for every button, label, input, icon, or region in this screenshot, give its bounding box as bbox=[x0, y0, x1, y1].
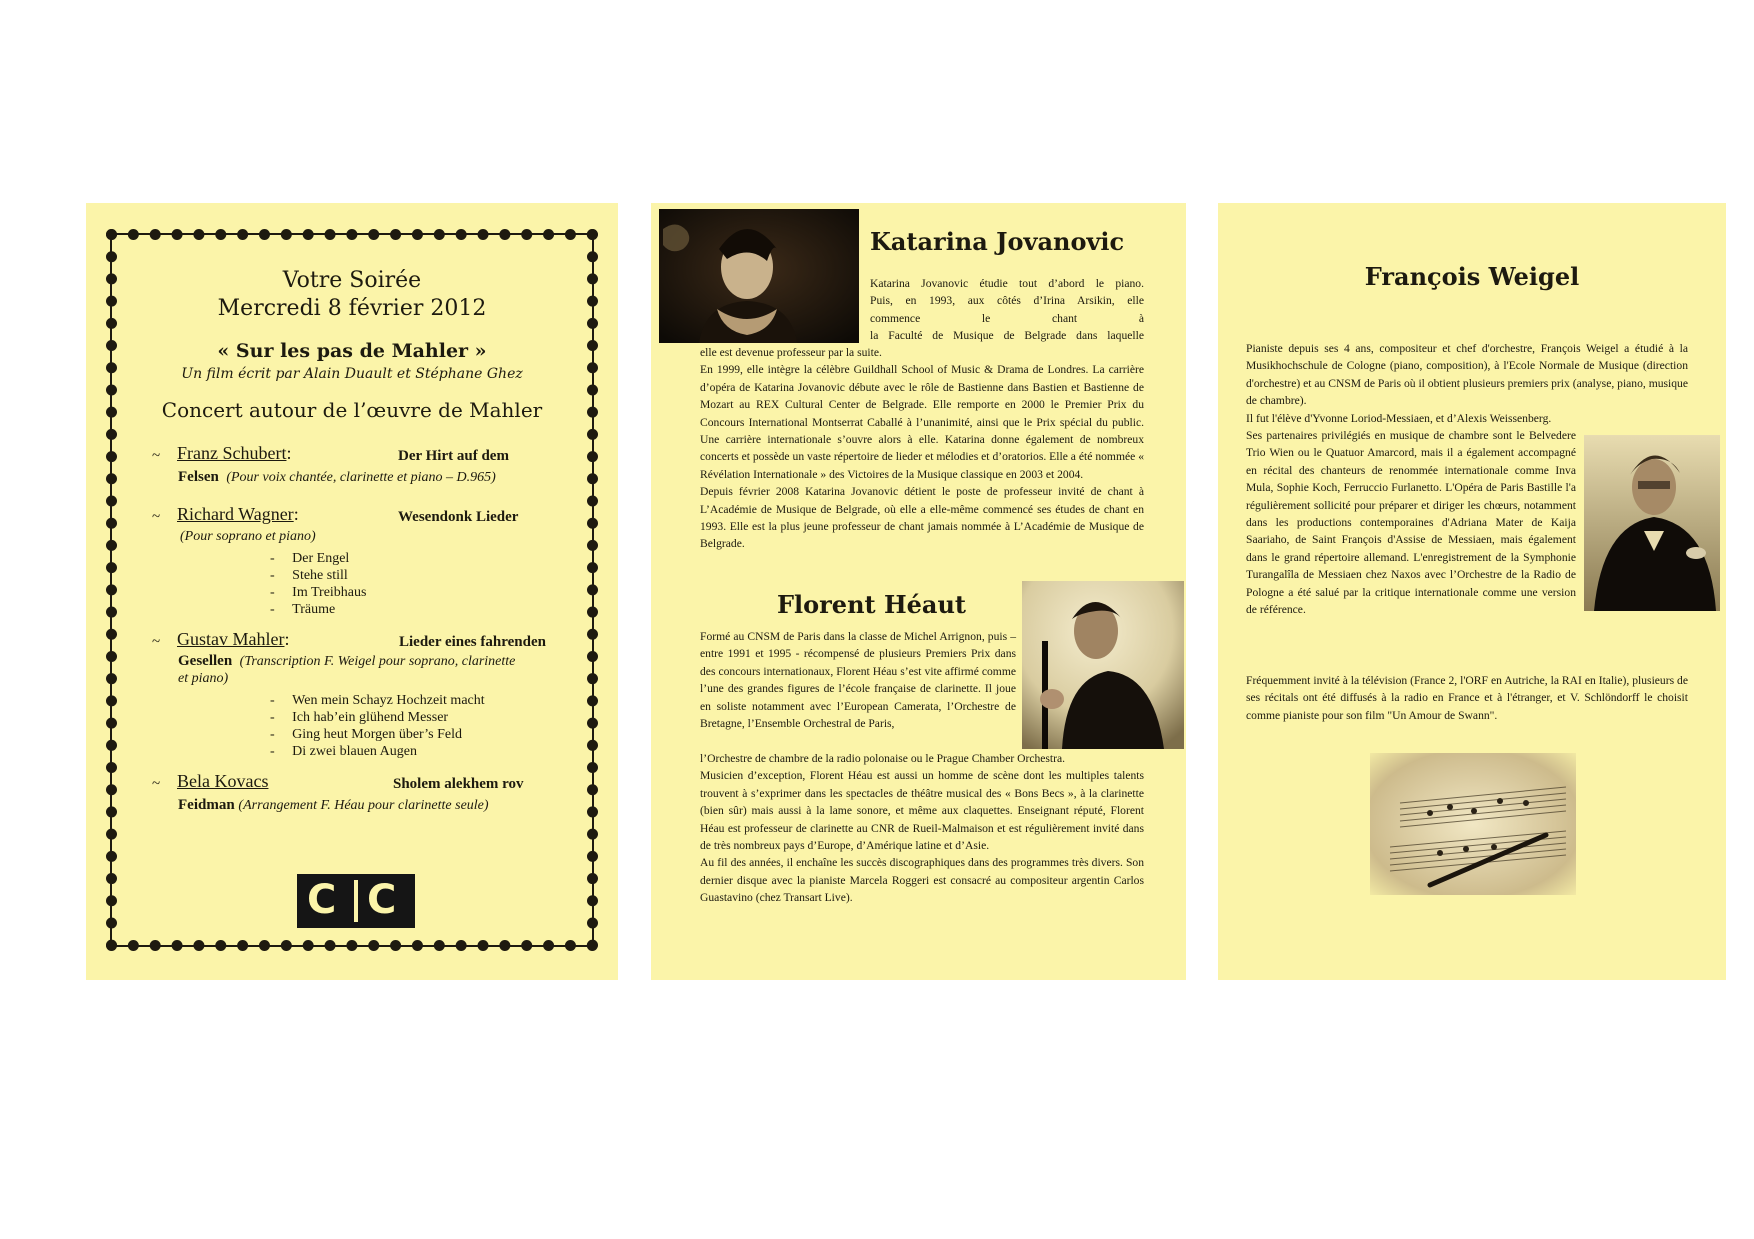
francois-bio-bottom: Fréquemment invité à la télévision (France 2, l'ORF en Autriche, la RAI en Italie), plusieurs de ses récitals ont été diffusés à la radio en France et à l'étranger, et V. Schlöndorff le choisit comme pianiste pour son film "Un Amour de Swann". bbox=[1246, 674, 1688, 722]
katarina-bio: elle est devenue professeur par la suite. En 1999, elle intègre la célèbre Guildhall School of Music & Drama de Londres. La carrière d’opéra de Katarina Jovanovic débute avec le rôle de Bastienne dans Bastien et Bastienne de Mozart au REX Cultural Center de Belgrade. Elle remporte en 2000 le Premier Prix du Concours International Montserrat Caballé à l’unanimité, ainsi que le Prix spécial du public. Une carrière internationale s’ouvre alors à elle. Katarina donne également de nombreux concerts et possède un vaste répertoire de lieder et mélodies et d’oratorios. Elle a été nommée « Révélation Internationale » des Victoires de la Musique classique en 2003 et 2004. Depuis février 2008 Katarina Jovanovic détient le poste de professeur invité de chant à L’Académie de Musique de Belgrade, où elle a elle-même commencé ses études de chant en 1993. Elle est la plus jeune professeur de chant jamais nommée à L’Académie de Musique de Belgrade. bbox=[700, 346, 1144, 551]
francois-bio-top: Pianiste depuis ses 4 ans, compositeur et chef d'orchestre, François Weigel a étudié à la Musikhochschule de Cologne (piano, composition), à l'Ecole Normale de Musique (direction d'orchestre) et au CNSM de Paris où il obtient plusieurs premiers prix (analyse, piano, musique de chambre). Il fut l'élève d'Yvonne Loriod-Messiaen, et d’Alexis Weissenberg. bbox=[1246, 342, 1688, 425]
film-title: « Sur les pas de Mahler » bbox=[217, 340, 487, 362]
item-marker: ~ bbox=[152, 509, 161, 525]
work-title-cont: Gesellen (Transcription F. Weigel pour soprano, clarinette bbox=[178, 653, 516, 669]
item-marker: ~ bbox=[152, 776, 161, 792]
francois-name: François Weigel bbox=[1364, 262, 1580, 291]
list-item: - Träume bbox=[270, 601, 366, 618]
list-item: - Wen mein Schayz Hochzeit macht bbox=[270, 692, 485, 709]
cic-logo: C C bbox=[297, 874, 415, 928]
work-title: Lieder eines fahrenden bbox=[399, 634, 546, 650]
program-title: Votre Soirée bbox=[282, 268, 422, 293]
florent-bio-intro: Formé au CNSM de Paris dans la classe de Michel Arrignon, puis – entre 1991 et 1995 - récompensé de plusieurs Premiers Prix dans des concours internationaux, Florent Héau s’est vite affirmé comme l’une des grandes figures de l’école française de clarinette. Il joue en soliste notamment avec l’European Camerata, l’Orchestre de Bretagne, l’Ensemble Orchestral de Paris, bbox=[700, 630, 1016, 731]
francois-photo bbox=[1584, 435, 1720, 611]
list-item: - Der Engel bbox=[270, 550, 366, 567]
katarina-photo bbox=[659, 209, 859, 343]
florent-photo bbox=[1022, 581, 1184, 749]
item-marker: ~ bbox=[152, 634, 161, 650]
bio-panel-singers bbox=[651, 203, 1186, 980]
work-title: Wesendonk Lieder bbox=[398, 509, 519, 525]
composer-name: Bela Kovacs bbox=[177, 771, 269, 791]
program-date: Mercredi 8 février 2012 bbox=[217, 296, 487, 321]
concert-title: Concert autour de l’œuvre de Mahler bbox=[161, 398, 543, 422]
work-note: (Pour soprano et piano) bbox=[180, 529, 316, 544]
sheet-music-photo bbox=[1370, 753, 1576, 895]
film-credit: Un film écrit par Alain Duault et Stéphane Ghez bbox=[181, 366, 523, 382]
francois-bio-wrap: Ses partenaires privilégiés en musique de chambre sont le Belvedere Trio Wien ou le Quatuor Amarcord, mais il a également accompagné en récital des chanteurs de renommée internationale comme Inva Mula, Sophie Koch, Ferruccio Furlanetto. L'Opéra de Paris Bastille l'a régulièrement sollicité pour préparer et diriger les chœurs, notamment dans les productions contemporaines d'Adriana Mater de Kaija Saariaho, de Saint François d'Assise de Messiaen, mais également dans le grand répertoire allemand. L'enregistrement de la Symphonie Turangalîla de Messiaen chez Naxos avec l’Orchestre de la Radio de Pologne a été salué par la critique internationale comme une version de référence. bbox=[1246, 429, 1576, 617]
song-list bbox=[270, 692, 485, 760]
katarina-name: Katarina Jovanovic bbox=[870, 227, 1125, 256]
song-list bbox=[270, 550, 366, 618]
composer-name: Richard Wagner: bbox=[177, 504, 299, 524]
bio-panel-pianist bbox=[1218, 203, 1726, 980]
list-item: - Ging heut Morgen über’s Feld bbox=[270, 726, 485, 743]
list-item: - Im Treibhaus bbox=[270, 584, 366, 601]
work-title-cont: Feidman (Arrangement F. Héau pour clarinette seule) bbox=[178, 797, 489, 813]
work-title-cont: Felsen (Pour voix chantée, clarinette et piano – D.965) bbox=[178, 469, 496, 485]
list-item: - Stehe still bbox=[270, 567, 366, 584]
composer-name: Gustav Mahler: bbox=[177, 629, 290, 649]
list-item: - Di zwei blauen Augen bbox=[270, 743, 485, 760]
work-title: Der Hirt auf dem bbox=[398, 448, 509, 464]
program-panel bbox=[86, 203, 618, 980]
florent-bio: l’Orchestre de chambre de la radio polonaise ou le Prague Chamber Orchestra. Musicien d’exception, Florent Héau est aussi un homme de scène dont les multiples talents trouvent à s’exprimer dans les spectacles de théâtre musical des « Bons Becs », à la clarinette (bien sûr) mais aussi à la lame sonore, et même aux claquettes. Enseignant réputé, Florent Héau est professeur de clarinette au CNR de Rueil-Malmaison et est régulièrement invité dans de très nombreux pays d’Europe, d’Amérique latine et d’Asie. Au fil des années, il enchaîne les succès discographiques dans des programmes très divers. Son dernier disque avec la pianiste Marcela Roggeri est consacré au compositeur argentin Carlos Guastavino (chez Transart Live). bbox=[700, 752, 1144, 905]
work-title: Sholem alekhem rov bbox=[393, 776, 524, 792]
item-marker: ~ bbox=[152, 448, 161, 464]
work-note-cont: et piano) bbox=[178, 671, 229, 686]
katarina-bio-intro: Katarina Jovanovic étudie tout d’abord le piano. Puis, en 1993, aux côtés d’Irina Arsikin, elle commence le chant à la Faculté de Musique de Belgrade dans laquelle bbox=[870, 277, 1144, 343]
composer-name: Franz Schubert: bbox=[177, 443, 292, 463]
list-item: - Ich hab’ein glühend Messer bbox=[270, 709, 485, 726]
florent-name: Florent Héaut bbox=[777, 590, 966, 619]
